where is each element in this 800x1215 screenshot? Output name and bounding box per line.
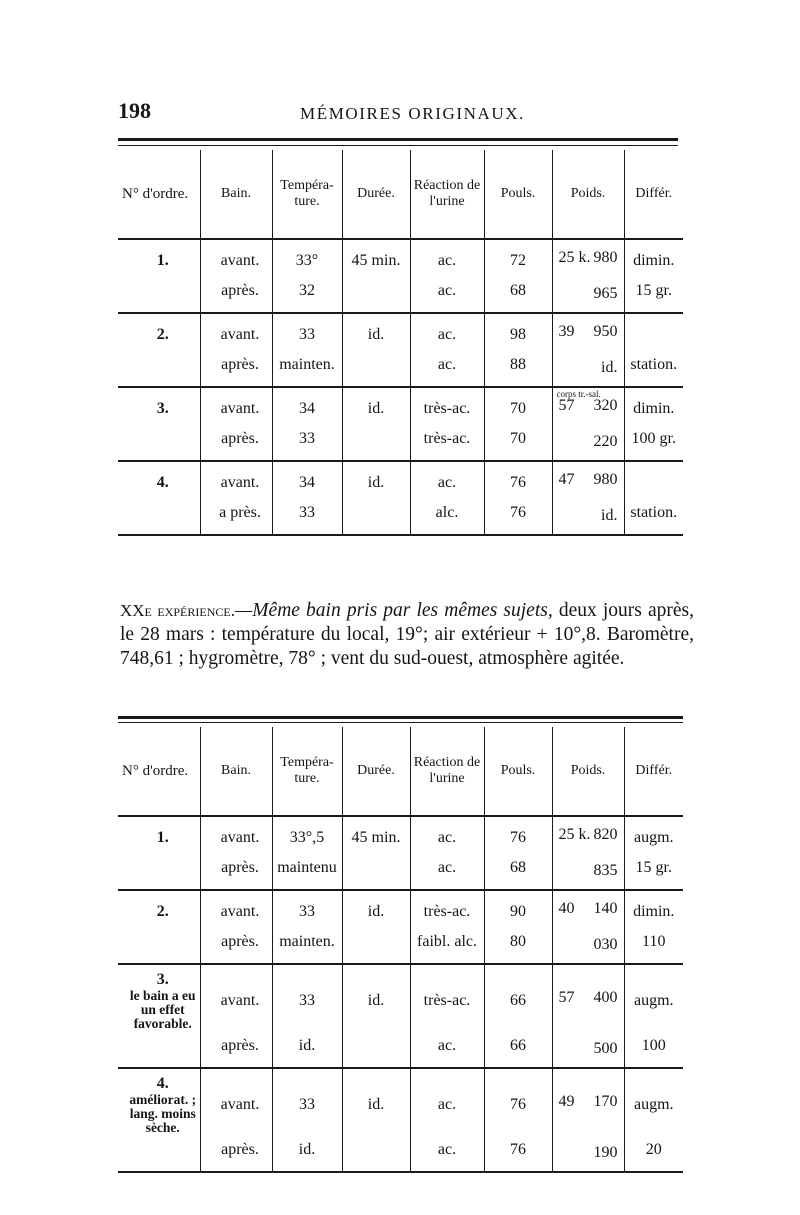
order-cell (118, 1068, 200, 1135)
weight-g: 950 (593, 323, 618, 340)
duration-cell: id. (342, 964, 410, 1031)
difference-cell: 15 gr. (624, 276, 683, 313)
order-cell (118, 890, 200, 927)
order-cell (118, 1031, 200, 1068)
order-cell (118, 927, 200, 964)
weight-note: corps tr.-sal. (556, 389, 601, 399)
temperature-cell: 32 (272, 276, 342, 313)
reaction-cell: ac. (410, 313, 484, 350)
top-rule (118, 138, 678, 141)
duration-cell: id. (342, 1068, 410, 1135)
weight-g: id. (601, 507, 618, 524)
temperature-cell: 34 (272, 461, 342, 498)
duration-cell (342, 276, 410, 313)
order-cell (118, 853, 200, 890)
results-table-1 (118, 150, 683, 536)
reaction-cell: ac. (410, 1031, 484, 1068)
weight-kg: 39 (558, 323, 575, 340)
table-row (118, 890, 683, 927)
duration-cell (342, 1135, 410, 1172)
weight-g: 220 (593, 433, 618, 450)
pulse-cell: 68 (484, 853, 552, 890)
temperature-cell: 33 (272, 964, 342, 1031)
column-header: Durée. (342, 150, 410, 239)
temperature-cell: mainten. (272, 927, 342, 964)
difference-cell: 20 (624, 1135, 683, 1172)
pulse-cell: 76 (484, 816, 552, 853)
duration-cell: id. (342, 890, 410, 927)
table-row (118, 387, 683, 424)
temperature-cell: 33° (272, 239, 342, 276)
weight-cell (552, 1135, 624, 1172)
weight-g: 980 (593, 471, 618, 488)
bain-cell: avant. (200, 313, 272, 350)
column-header: Pouls. (484, 727, 552, 816)
results-table-2 (118, 727, 683, 1173)
pulse-cell: 76 (484, 498, 552, 535)
weight-cell (552, 239, 624, 276)
difference-cell (624, 461, 683, 498)
weight-cell (552, 816, 624, 853)
table-row (118, 313, 683, 350)
weight-kg: 25 k. (558, 249, 591, 266)
column-header: Tempéra-ture. (272, 727, 342, 816)
pulse-cell: 66 (484, 1031, 552, 1068)
difference-cell: 15 gr. (624, 853, 683, 890)
pulse-cell: 68 (484, 276, 552, 313)
order-number: 1. (156, 252, 169, 269)
pulse-cell: 66 (484, 964, 552, 1031)
order-cell (118, 1135, 200, 1172)
reaction-cell: ac. (410, 1135, 484, 1172)
table-row (118, 424, 683, 461)
weight-kg: 40 (558, 900, 575, 917)
table-row (118, 1031, 683, 1068)
weight-cell (552, 853, 624, 890)
order-cell (118, 313, 200, 350)
column-header: Poids. (552, 150, 624, 239)
weight-cell (552, 350, 624, 387)
table2-rule (118, 716, 683, 719)
order-number: 2. (156, 326, 169, 343)
table-row (118, 927, 683, 964)
bain-cell: après. (200, 350, 272, 387)
pulse-cell: 70 (484, 387, 552, 424)
column-header: N° d'ordre. (118, 150, 200, 239)
reaction-cell: alc. (410, 498, 484, 535)
difference-cell: augm. (624, 816, 683, 853)
pulse-cell: 70 (484, 424, 552, 461)
table-row (118, 461, 683, 498)
column-header: Poids. (552, 727, 624, 816)
duration-cell (342, 1031, 410, 1068)
column-header: Tempéra-ture. (272, 150, 342, 239)
duration-cell: id. (342, 313, 410, 350)
difference-cell: dimin. (624, 239, 683, 276)
table-row (118, 964, 683, 1031)
duration-cell (342, 498, 410, 535)
bain-cell: avant. (200, 816, 272, 853)
reaction-cell: ac. (410, 350, 484, 387)
temperature-cell: 33 (272, 313, 342, 350)
top-rule-thin (118, 145, 678, 146)
column-header: Bain. (200, 150, 272, 239)
weight-g: 170 (593, 1093, 618, 1110)
weight-g: 030 (593, 936, 618, 953)
weight-kg: 25 k. (558, 826, 591, 843)
order-number: 3. (156, 400, 169, 417)
pulse-cell: 88 (484, 350, 552, 387)
pulse-cell: 76 (484, 461, 552, 498)
weight-cell (552, 387, 624, 424)
temperature-cell: 34 (272, 387, 342, 424)
duration-cell (342, 927, 410, 964)
weight-cell (552, 424, 624, 461)
duration-cell (342, 424, 410, 461)
weight-g: id. (601, 359, 618, 376)
page-number: 198 (118, 98, 151, 123)
difference-cell: augm. (624, 964, 683, 1031)
column-header: Réaction de l'urine (410, 150, 484, 239)
reaction-cell: ac. (410, 461, 484, 498)
weight-g: 980 (593, 249, 618, 266)
temperature-cell: id. (272, 1031, 342, 1068)
reaction-cell: très-ac. (410, 890, 484, 927)
reaction-cell: ac. (410, 816, 484, 853)
temperature-cell: 33 (272, 890, 342, 927)
order-number: 4. (156, 1075, 169, 1092)
bain-cell: a près. (200, 498, 272, 535)
experiment-paragraph (120, 599, 694, 671)
duration-cell: 45 min. (342, 816, 410, 853)
order-cell (118, 350, 200, 387)
temperature-cell: 33 (272, 498, 342, 535)
experiment-title: —Même bain pris par les mêmes sujets, (234, 600, 553, 621)
temperature-cell: 33 (272, 1068, 342, 1135)
bain-cell: après. (200, 1031, 272, 1068)
duration-cell: id. (342, 387, 410, 424)
pulse-cell: 76 (484, 1068, 552, 1135)
duration-cell (342, 350, 410, 387)
table-row (118, 853, 683, 890)
temperature-cell: 33 (272, 424, 342, 461)
weight-g: 820 (593, 826, 618, 843)
reaction-cell: ac. (410, 276, 484, 313)
order-cell (118, 424, 200, 461)
duration-cell: 45 min. (342, 239, 410, 276)
order-cell (118, 276, 200, 313)
bain-cell: après. (200, 1135, 272, 1172)
weight-g: 500 (593, 1040, 618, 1057)
column-header: Réaction de l'urine (410, 727, 484, 816)
bain-cell: avant. (200, 964, 272, 1031)
difference-cell: dimin. (624, 387, 683, 424)
pulse-cell: 98 (484, 313, 552, 350)
order-number: 4. (156, 474, 169, 491)
difference-cell: station. (624, 498, 683, 535)
difference-cell: station. (624, 350, 683, 387)
table2-rule-thin (118, 722, 683, 723)
difference-cell (624, 313, 683, 350)
table-row (118, 350, 683, 387)
order-number: 2. (156, 903, 169, 920)
bain-cell: après. (200, 424, 272, 461)
reaction-cell: très-ac. (410, 964, 484, 1031)
bain-cell: après. (200, 276, 272, 313)
column-header: N° d'ordre. (118, 727, 200, 816)
order-cell (118, 498, 200, 535)
weight-g: 835 (593, 862, 618, 879)
column-header: Durée. (342, 727, 410, 816)
column-header: Bain. (200, 727, 272, 816)
order-note: le bain a eu un effet favorable. (129, 988, 196, 1031)
duration-cell (342, 853, 410, 890)
experiment-body: deux jours après, le 28 mars : température du local, 19°; air extérieur + 10°,8. Baromètre, 748,61 ; hygromètre, 78° ; vent du sud-ouest, atmosphère agitée. (120, 600, 694, 669)
weight-cell (552, 461, 624, 498)
order-number: 3. (156, 971, 169, 988)
column-header: Différ. (624, 150, 683, 239)
bain-cell: avant. (200, 890, 272, 927)
order-cell (118, 461, 200, 498)
reaction-cell: faibl. alc. (410, 927, 484, 964)
weight-g: 965 (593, 285, 618, 302)
bain-cell: après. (200, 853, 272, 890)
order-number: 1. (156, 829, 169, 846)
difference-cell: augm. (624, 1068, 683, 1135)
difference-cell: 100 gr. (624, 424, 683, 461)
difference-cell: 100 (624, 1031, 683, 1068)
weight-kg: 57 (558, 397, 575, 414)
pulse-cell: 76 (484, 1135, 552, 1172)
reaction-cell: très-ac. (410, 424, 484, 461)
weight-cell (552, 964, 624, 1031)
difference-cell: dimin. (624, 890, 683, 927)
weight-cell (552, 276, 624, 313)
column-header: Pouls. (484, 150, 552, 239)
temperature-cell: mainten. (272, 350, 342, 387)
weight-cell (552, 1031, 624, 1068)
table-row (118, 239, 683, 276)
bain-cell: avant. (200, 387, 272, 424)
bain-cell: avant. (200, 239, 272, 276)
weight-kg: 49 (558, 1093, 575, 1110)
column-header: Différ. (624, 727, 683, 816)
reaction-cell: ac. (410, 1068, 484, 1135)
pulse-cell: 90 (484, 890, 552, 927)
reaction-cell: ac. (410, 239, 484, 276)
order-cell (118, 964, 200, 1031)
weight-cell (552, 313, 624, 350)
running-head: MÉMOIRES ORIGINAUX. (300, 104, 525, 123)
table-row (118, 498, 683, 535)
weight-cell (552, 498, 624, 535)
table-row (118, 816, 683, 853)
experiment-lead: XXe expérience. (120, 601, 235, 620)
duration-cell: id. (342, 461, 410, 498)
bain-cell: avant. (200, 461, 272, 498)
weight-g: 140 (593, 900, 618, 917)
temperature-cell: id. (272, 1135, 342, 1172)
order-cell (118, 816, 200, 853)
difference-cell: 110 (624, 927, 683, 964)
order-cell (118, 239, 200, 276)
reaction-cell: très-ac. (410, 387, 484, 424)
bain-cell: avant. (200, 1068, 272, 1135)
temperature-cell: 33°,5 (272, 816, 342, 853)
table-row (118, 276, 683, 313)
weight-kg: 47 (558, 471, 575, 488)
pulse-cell: 80 (484, 927, 552, 964)
weight-cell (552, 1068, 624, 1135)
table-row (118, 1068, 683, 1135)
weight-g: 400 (593, 989, 618, 1006)
reaction-cell: ac. (410, 853, 484, 890)
pulse-cell: 72 (484, 239, 552, 276)
order-note: améliorat. ; lang. moins sèche. (129, 1092, 197, 1135)
order-cell (118, 387, 200, 424)
weight-g: 190 (593, 1144, 618, 1161)
weight-cell (552, 927, 624, 964)
temperature-cell: maintenu (272, 853, 342, 890)
weight-g: 320 (593, 397, 618, 414)
bain-cell: après. (200, 927, 272, 964)
weight-cell (552, 890, 624, 927)
weight-kg: 57 (558, 989, 575, 1006)
table-row (118, 1135, 683, 1172)
